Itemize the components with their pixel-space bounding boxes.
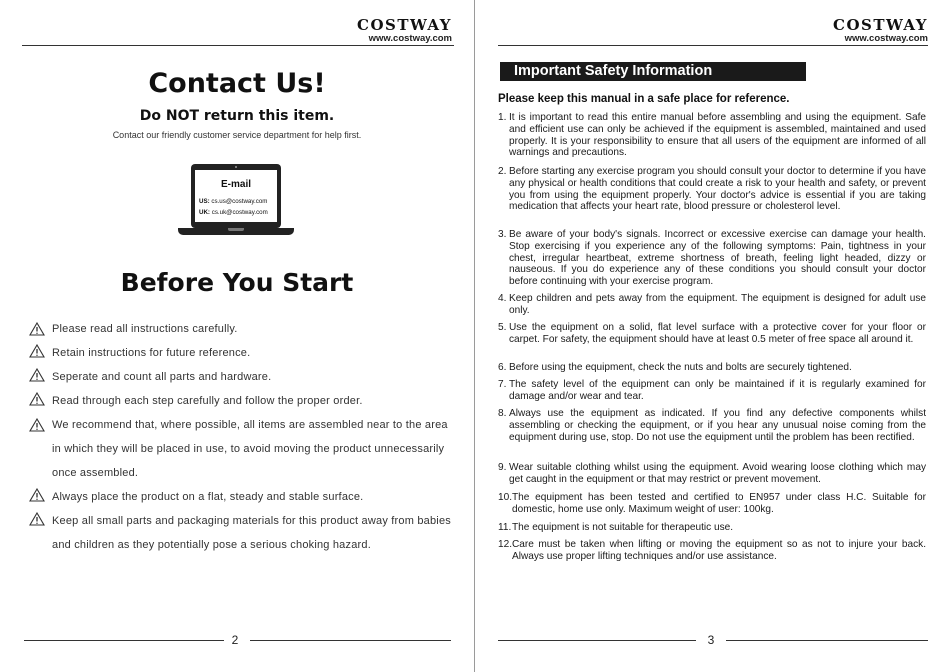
warning-text: Keep all small parts and packaging materials for this product away from babies and children as they potentially pose a serious choking hazard.	[52, 515, 451, 551]
item-text: Keep children and pets away from the equipment. The equipment is designed for adult use only.	[509, 293, 926, 316]
footer-rule-right	[726, 640, 928, 641]
warning-text: Read through each step carefully and follow the proper order.	[52, 395, 363, 407]
brand-header	[357, 18, 452, 44]
item-number: 8.	[498, 408, 507, 419]
item-number: 6.	[498, 362, 507, 373]
item-number: 1.	[498, 112, 507, 123]
item-number: 9.	[498, 462, 507, 473]
safety-item	[498, 522, 926, 534]
item-number: 4.	[498, 293, 507, 304]
safety-item	[498, 379, 926, 403]
warning-icon	[29, 392, 45, 406]
keep-manual-notice: Please keep this manual in a safe place for reference.	[498, 93, 790, 105]
warning-text: Seperate and count all parts and hardware.	[52, 371, 272, 383]
no-return-notice: Do NOT return this item.	[139, 108, 335, 124]
safety-item	[498, 229, 926, 288]
brand-logo: COSTWAY	[833, 16, 928, 34]
item-text: Before using the equipment, check the nuts and bolts are securely tightened.	[509, 362, 852, 373]
item-text: It is important to read this entire manual before assembling and using the equipment. Safe and efficient use can only be achieved if the equipment is assembled, maintained and used properly. It is your responsibility to ensure that all users of the equipment are informed of all warnings and precautions.	[509, 112, 926, 159]
brand-url: www.costway.com	[368, 33, 452, 44]
warning-icon	[29, 322, 45, 336]
page-spine	[474, 0, 475, 672]
header-divider	[22, 45, 454, 46]
item-text: Care must be taken when lifting or moving the equipment so as not to injure your back. Always use proper lifting techniques and/or use assistance.	[512, 539, 926, 562]
brand-header	[833, 18, 928, 44]
safety-item	[498, 408, 926, 443]
footer-rule-left	[498, 640, 696, 641]
warning-text: Always place the product on a flat, steady and stable surface.	[52, 491, 364, 503]
item-text: Use the equipment on a solid, flat level surface with a protective cover for your floor or carpet. For safety, the equipment should have at least 0.5 meter of free space all around it.	[509, 322, 926, 345]
safety-item	[498, 293, 926, 317]
item-text: The equipment has been tested and certified to EN957 under class H.C. Suitable for domestic, home use only. Maximum weight of user: 100kg.	[512, 492, 926, 515]
email-card	[195, 170, 277, 222]
warning-icon	[29, 368, 45, 382]
email-us	[199, 198, 267, 205]
contact-subtitle: Contact our friendly customer service department for help first.	[112, 130, 362, 140]
laptop-icon	[178, 164, 294, 239]
footer-rule-right	[250, 640, 451, 641]
before-you-start-title: Before You Start	[120, 268, 354, 297]
item-number: 2.	[498, 166, 507, 177]
item-number: 10.	[498, 492, 513, 503]
item-text: The equipment is not suitable for therapeutic use.	[512, 522, 734, 533]
email-us-address: cs.us@costway.com	[211, 198, 268, 205]
safety-item	[498, 112, 926, 159]
item-number: 3.	[498, 229, 507, 240]
email-uk-address: cs.uk@costway.com	[211, 209, 268, 216]
warning-text: We recommend that, where possible, all items are assembled near to the area in which they will be placed in use, to avoid moving the product unnecessarily once assembled.	[52, 419, 448, 479]
page-number: 3	[707, 633, 715, 647]
left-page	[0, 0, 474, 672]
section-title: Important Safety Information	[514, 63, 713, 79]
item-number: 7.	[498, 379, 507, 390]
item-number: 12.	[498, 539, 513, 550]
warning-icon	[29, 512, 45, 526]
email-uk-prefix: UK:	[199, 209, 210, 216]
header-divider	[498, 45, 928, 46]
item-number: 5.	[498, 322, 507, 333]
footer-rule-left	[24, 640, 224, 641]
item-text: Be aware of your body's signals. Incorrect or excessive exercise can damage your health. Stop exercising if you experience any of the following symptoms: Pain, tightness in your chest, irregular heartbeat, extreme shortness of breath, feeling light headed, dizzy or nauseous. If you do experience any of these conditions you should consult your doctor before continuing with your exercise program.	[509, 229, 926, 288]
laptop-notch	[228, 228, 244, 231]
item-text: Always use the equipment as indicated. If you find any defective components whilst assembling or checking the equipment, or if you hear any unusual noise coming from the equipment during use, stop. Do not use the equipment until the problem has been rectified.	[509, 408, 926, 443]
item-text: The safety level of the equipment can only be maintained if it is regularly examined for damage and/or wear and tear.	[509, 379, 926, 402]
brand-url: www.costway.com	[844, 33, 928, 44]
warning-icon	[29, 418, 45, 432]
safety-item	[498, 539, 926, 563]
email-uk	[199, 209, 268, 216]
item-text: Wear suitable clothing whilst using the equipment. Avoid wearing loose clothing which may get caught in the equipment or that may restrict or prevent movement.	[509, 462, 926, 485]
safety-item	[498, 492, 926, 516]
laptop-screen	[191, 164, 281, 228]
section-header-bar	[500, 62, 806, 81]
safety-item	[498, 322, 926, 346]
safety-item	[498, 166, 926, 213]
page-number: 2	[231, 633, 239, 647]
right-page	[476, 0, 950, 672]
email-us-prefix: US:	[199, 198, 210, 205]
warning-text: Retain instructions for future reference.	[52, 347, 251, 359]
warning-icon	[29, 488, 45, 502]
email-label: E-mail	[220, 179, 251, 190]
contact-title: Contact Us!	[148, 68, 326, 99]
webcam-dot	[235, 166, 237, 168]
brand-logo: COSTWAY	[357, 16, 452, 34]
warning-text: Please read all instructions carefully.	[52, 323, 238, 335]
warning-icon	[29, 344, 45, 358]
safety-item	[498, 362, 926, 374]
item-number: 11.	[498, 522, 512, 533]
item-text: Before starting any exercise program you should consult your doctor to determine if you have any physical or health conditions that could create a risk to your health and safety, or prevent you from using the equipment properly. Your doctor's advice is essential if you are taking medication that affects your heart rate, blood pressure or cholesterol level.	[509, 166, 926, 213]
safety-item	[498, 462, 926, 486]
